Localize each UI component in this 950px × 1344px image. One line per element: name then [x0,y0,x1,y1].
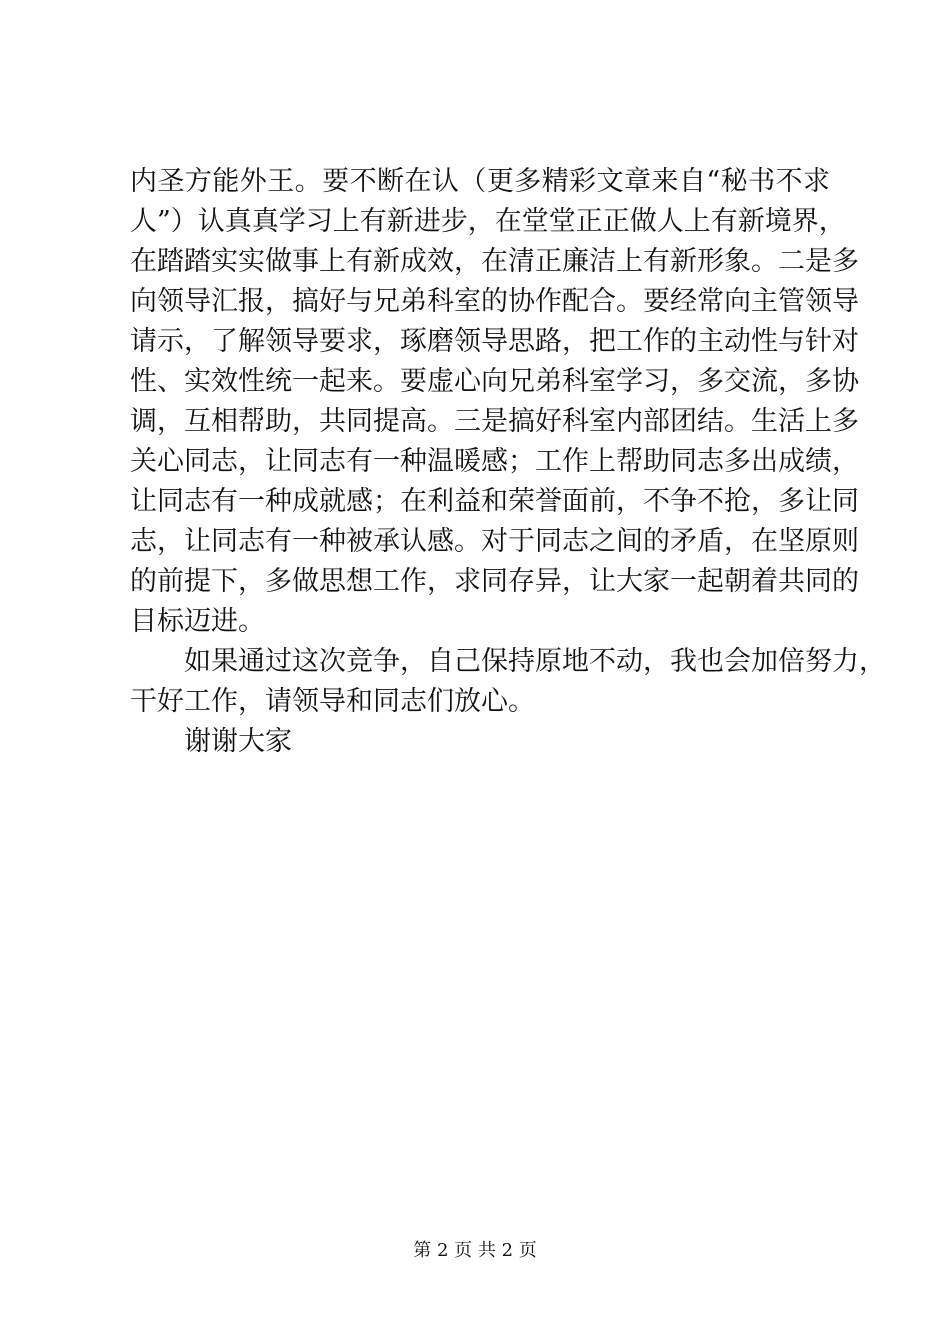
body-text-line: 如果通过这次竞争，自己保持原地不动，我也会加倍努力， [184,646,886,677]
body-text-line: 干好工作，请领导和同志们放心。 [130,686,535,717]
body-text-line: 请示，了解领导要求，琢磨领导思路，把工作的主动性与针对 [130,326,859,357]
body-text-line: 性、实效性统一起来。要虚心向兄弟科室学习，多交流，多协 [130,366,859,397]
body-text-line: 调，互相帮助，共同提高。三是搞好科室内部团结。生活上多 [130,406,859,437]
page-number-footer: 第 2 页 共 2 页 [413,1240,537,1261]
body-text-line: 的前提下，多做思想工作，求同存异，让大家一起朝着共同的 [130,566,859,597]
body-text-line: 向领导汇报，搞好与兄弟科室的协作配合。要经常向主管领导 [130,286,859,317]
body-text-line: 在踏踏实实做事上有新成效，在清正廉洁上有新形象。二是多 [130,246,859,277]
closing-line: 谢谢大家 [184,726,292,757]
body-text-line: 让同志有一种成就感；在利益和荣誉面前，不争不抢，多让同 [130,486,859,517]
body-text-line: 内圣方能外王。要不断在认（更多精彩文章来自“秘书不求 [130,166,830,197]
body-text-line: 目标迈进。 [130,606,265,637]
body-text-line: 关心同志，让同志有一种温暖感；工作上帮助同志多出成绩， [130,446,859,477]
body-text-line: 志，让同志有一种被承认感。对于同志之间的矛盾，在坚原则 [130,526,859,557]
body-text-line: 人”）认真真学习上有新进步，在堂堂正正做人上有新境界， [130,206,846,237]
